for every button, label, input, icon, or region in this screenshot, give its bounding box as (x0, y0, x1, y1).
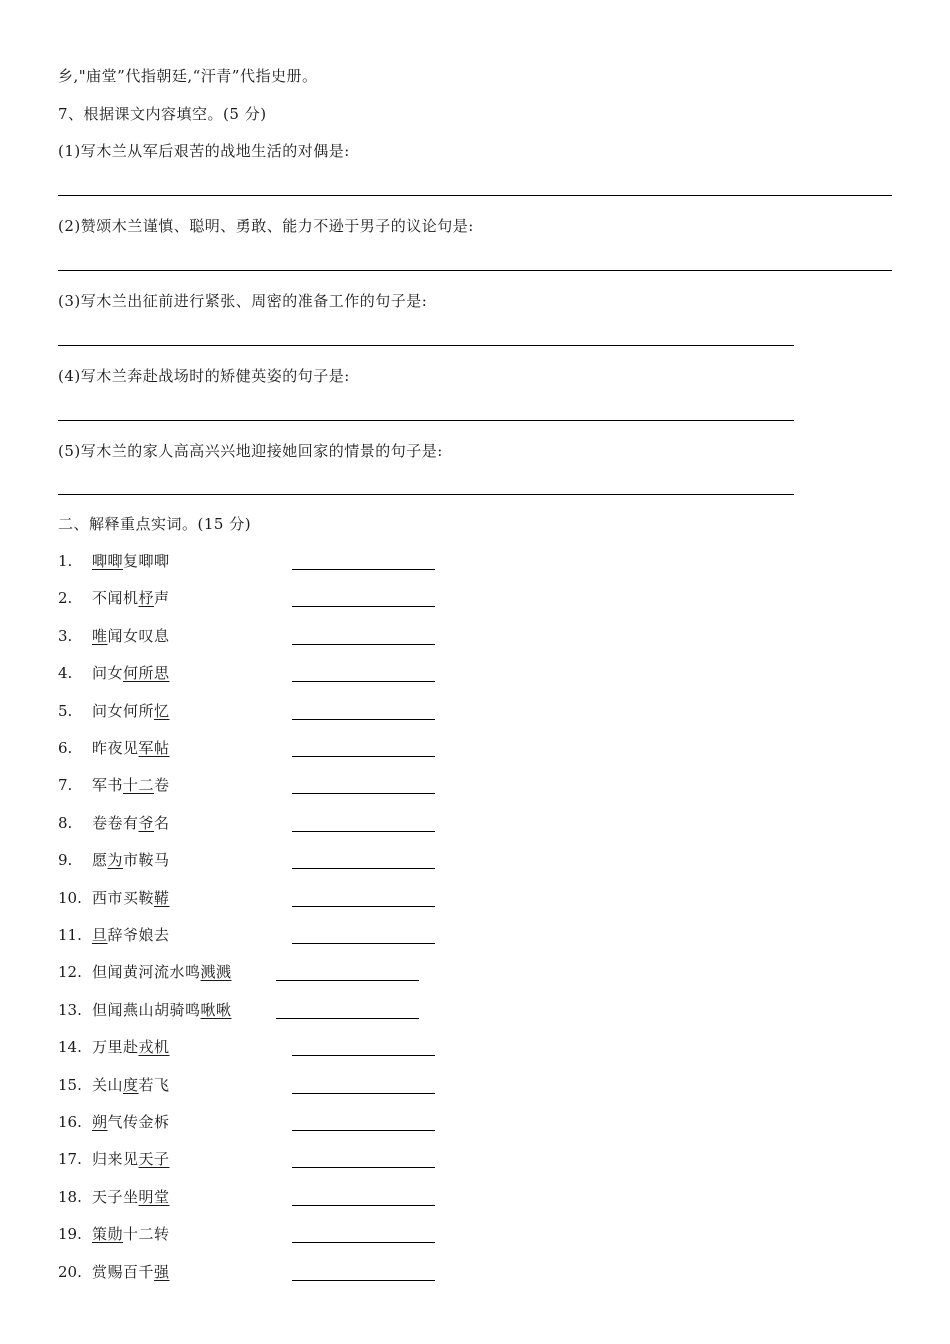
answer-blank[interactable] (292, 793, 435, 794)
q7-item-2: (2)赞颂木兰谨慎、聪明、勇敢、能力不逊于男子的议论句是: (58, 217, 474, 235)
vocab-number: 12. (58, 963, 82, 981)
vocab-phrase (92, 701, 170, 721)
answer-blank[interactable] (276, 1018, 419, 1019)
phrase-text: 军书 (92, 776, 124, 794)
phrase-text: 若飞 (138, 1076, 170, 1094)
vocab-number: 3. (58, 627, 73, 645)
vocab-number: 8. (58, 814, 73, 832)
key-word: 爷 (138, 814, 155, 832)
answer-blank[interactable] (292, 868, 435, 869)
answer-blank[interactable] (292, 1055, 435, 1056)
key-word: 杼 (138, 589, 155, 607)
phrase-text: 天子坐 (92, 1188, 139, 1206)
answer-blank[interactable] (292, 943, 435, 944)
vocab-phrase (92, 1224, 170, 1244)
answer-blank[interactable] (292, 569, 435, 570)
answer-blank[interactable] (292, 906, 435, 907)
answer-blank[interactable] (292, 1242, 435, 1243)
phrase-text: 不闻机 (92, 589, 139, 607)
key-word: 军帖 (138, 739, 170, 757)
vocab-number: 16. (58, 1113, 82, 1131)
vocab-number: 10. (58, 889, 82, 907)
vocab-phrase (92, 925, 170, 945)
phrase-text: 闻女叹息 (107, 627, 170, 645)
vocab-number: 4. (58, 664, 73, 682)
key-word: 啾啾 (200, 1001, 232, 1019)
q7-title: 7、根据课文内容填空。(5 分) (58, 105, 267, 123)
key-word: 戎机 (138, 1038, 170, 1056)
key-word: 朔 (92, 1113, 108, 1131)
answer-blank[interactable] (292, 681, 435, 682)
vocab-phrase (92, 1075, 170, 1095)
phrase-text: 市鞍马 (123, 851, 170, 869)
vocab-phrase (92, 588, 170, 608)
key-word: 明堂 (138, 1188, 170, 1206)
answer-blank[interactable] (292, 1130, 435, 1131)
phrase-text: 但闻燕山胡骑鸣 (92, 1001, 201, 1019)
phrase-text: 卷卷有 (92, 814, 139, 832)
vocab-number: 9. (58, 851, 73, 869)
phrase-text: 愿 (92, 851, 108, 869)
key-word: 十二 (123, 776, 155, 794)
answer-blank[interactable] (292, 1205, 435, 1206)
q7-item-5: (5)写木兰的家人高高兴兴地迎接她回家的情景的句子是: (58, 442, 443, 460)
q7-item-3: (3)写木兰出征前进行紧张、周密的准备工作的句子是: (58, 292, 428, 310)
answer-blank[interactable] (292, 606, 435, 607)
vocab-phrase (92, 888, 170, 908)
answer-blank[interactable] (276, 980, 419, 981)
vocab-phrase (92, 738, 170, 758)
answer-line-5[interactable] (58, 494, 794, 495)
key-word: 策勋 (92, 1225, 124, 1243)
key-word: 旦 (92, 926, 108, 944)
vocab-phrase (92, 813, 170, 833)
vocab-phrase (92, 775, 170, 795)
vocab-number: 13. (58, 1001, 82, 1019)
key-word: 忆 (154, 702, 170, 720)
vocab-number: 5. (58, 702, 73, 720)
answer-blank[interactable] (292, 1167, 435, 1168)
key-word: 鞯 (154, 889, 170, 907)
vocab-phrase (92, 1000, 232, 1020)
answer-line-1[interactable] (58, 195, 892, 196)
key-word: 何所思 (123, 664, 170, 682)
phrase-text: 辞爷娘去 (107, 926, 170, 944)
vocab-phrase (92, 551, 170, 571)
phrase-text: 十二转 (123, 1225, 170, 1243)
answer-blank[interactable] (292, 756, 435, 757)
phrase-text: 卷 (154, 776, 170, 794)
intro-line: 乡,"庙堂”代指朝廷,“汗青”代指史册。 (58, 67, 318, 85)
vocab-phrase (92, 626, 170, 646)
phrase-text: 昨夜见 (92, 739, 139, 757)
vocab-phrase (92, 1187, 170, 1207)
vocab-number: 14. (58, 1038, 82, 1056)
vocab-number: 7. (58, 776, 73, 794)
vocab-phrase (92, 1112, 170, 1132)
phrase-text: 关山 (92, 1076, 124, 1094)
vocab-number: 19. (58, 1225, 82, 1243)
vocab-number: 15. (58, 1076, 82, 1094)
phrase-text: 归来见 (92, 1150, 139, 1168)
answer-line-4[interactable] (58, 420, 794, 421)
answer-line-2[interactable] (58, 270, 892, 271)
answer-blank[interactable] (292, 719, 435, 720)
answer-blank[interactable] (292, 1280, 435, 1281)
key-word: 天子 (138, 1150, 170, 1168)
q7-item-1: (1)写木兰从军后艰苦的战地生活的对偶是: (58, 142, 350, 160)
vocab-phrase (92, 1262, 170, 1282)
phrase-text: 复唧唧 (123, 552, 170, 570)
phrase-text: 万里赴 (92, 1038, 139, 1056)
key-word: 唧唧 (92, 552, 124, 570)
key-word: 为 (107, 851, 124, 869)
phrase-text: 问女何所 (92, 702, 155, 720)
vocab-number: 1. (58, 552, 73, 570)
answer-blank[interactable] (292, 644, 435, 645)
phrase-text: 西市买鞍 (92, 889, 155, 907)
vocab-phrase (92, 1149, 170, 1169)
key-word: 强 (154, 1263, 170, 1281)
phrase-text: 赏赐百千 (92, 1263, 155, 1281)
section2-title: 二、解释重点实词。(15 分) (58, 515, 252, 533)
answer-line-3[interactable] (58, 345, 794, 346)
vocab-phrase (92, 850, 170, 870)
vocab-number: 11. (58, 926, 82, 944)
phrase-text: 问女 (92, 664, 124, 682)
answer-blank[interactable] (292, 831, 435, 832)
phrase-text: 气传金柝 (107, 1113, 170, 1131)
answer-blank[interactable] (292, 1093, 435, 1094)
vocab-phrase (92, 1037, 170, 1057)
vocab-number: 6. (58, 739, 73, 757)
phrase-text: 但闻黄河流水鸣 (92, 963, 201, 981)
phrase-text: 声 (154, 589, 170, 607)
key-word: 唯 (92, 627, 108, 645)
vocab-phrase (92, 663, 170, 683)
vocab-number: 20. (58, 1263, 82, 1281)
key-word: 度 (123, 1076, 139, 1094)
key-word: 溅溅 (200, 963, 232, 981)
q7-item-4: (4)写木兰奔赴战场时的矫健英姿的句子是: (58, 367, 350, 385)
vocab-phrase (92, 962, 232, 982)
vocab-number: 2. (58, 589, 73, 607)
vocab-number: 17. (58, 1150, 82, 1168)
phrase-text: 名 (154, 814, 170, 832)
vocab-number: 18. (58, 1188, 82, 1206)
